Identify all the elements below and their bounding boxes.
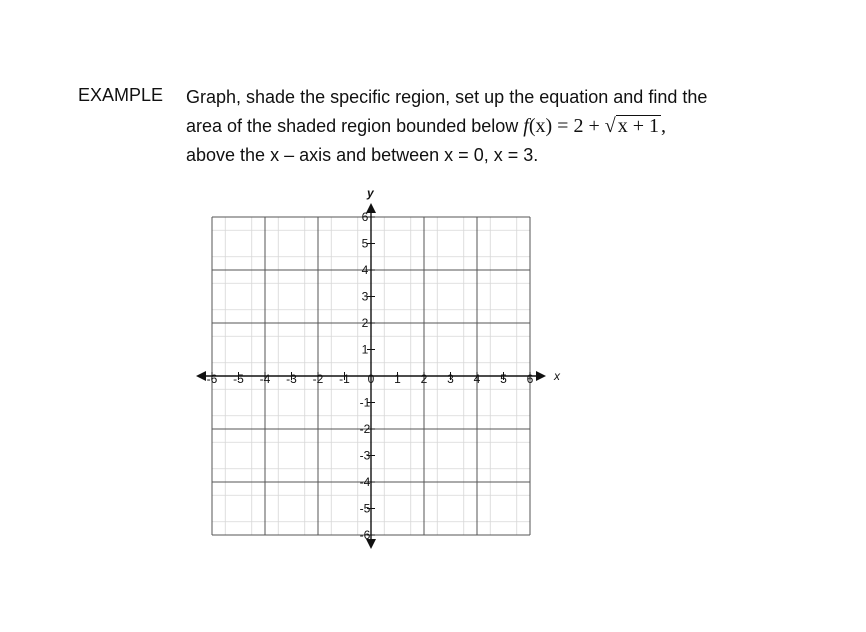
function-expression <box>523 115 666 137</box>
problem-line-2-suffix: , <box>661 115 666 137</box>
x-tick-label: 1 <box>394 372 401 386</box>
x-axis-label: x <box>554 369 560 383</box>
y-tick-label: 4 <box>361 263 369 277</box>
y-axis-label: y <box>367 186 374 200</box>
y-tick-label: 1 <box>361 342 369 357</box>
problem-statement <box>186 83 786 170</box>
x-tick-label: -3 <box>286 372 297 386</box>
function-argument: (x) <box>528 115 553 137</box>
square-root <box>605 112 661 141</box>
radical-sign: √ <box>604 115 616 137</box>
example-label: EXAMPLE <box>78 85 164 105</box>
y-tick-label: 5 <box>361 236 369 251</box>
x-tick-label: -2 <box>312 372 324 386</box>
problem-line-3: above the x – axis and between x = 0, x = 3. <box>186 145 539 165</box>
function-constant: 2 + <box>573 115 600 137</box>
radicand: x + 1 <box>617 115 659 137</box>
problem-line-1: Graph, shade the specific region, set up the equation and find the <box>186 87 708 107</box>
y-tick-label: -3 <box>359 448 371 463</box>
y-tick-label: -1 <box>359 395 371 410</box>
problem-line-2 <box>186 112 786 141</box>
x-tick-label: -1 <box>339 372 350 386</box>
y-tick-label: 3 <box>361 289 369 304</box>
x-tick-label: 2 <box>420 372 428 386</box>
coordinate-grid <box>186 180 566 560</box>
y-tick-label: 6 <box>361 210 369 224</box>
x-tick-label: 0 <box>367 372 375 386</box>
equals-sign: = <box>557 115 569 137</box>
x-axis-left-arrow <box>196 371 206 381</box>
y-tick-label: -6 <box>359 528 371 542</box>
y-tick-label: 2 <box>361 316 369 330</box>
x-tick-label: -6 <box>206 372 218 386</box>
x-tick-label: -4 <box>259 372 271 386</box>
function-name: f <box>523 115 529 137</box>
x-tick-label: 4 <box>473 372 481 386</box>
problem-line-2-prefix: area of the shaded region bounded below <box>186 116 519 136</box>
x-tick-label: 3 <box>447 372 454 386</box>
y-tick-label: -4 <box>359 475 371 489</box>
x-tick-label: -5 <box>233 372 244 386</box>
y-tick-label: -5 <box>359 501 371 516</box>
y-tick-label: -2 <box>359 422 371 436</box>
grid-svg <box>186 180 566 560</box>
x-axis-right-arrow <box>536 371 546 381</box>
x-tick-label: 6 <box>526 372 534 386</box>
x-tick-label: 5 <box>500 372 507 386</box>
